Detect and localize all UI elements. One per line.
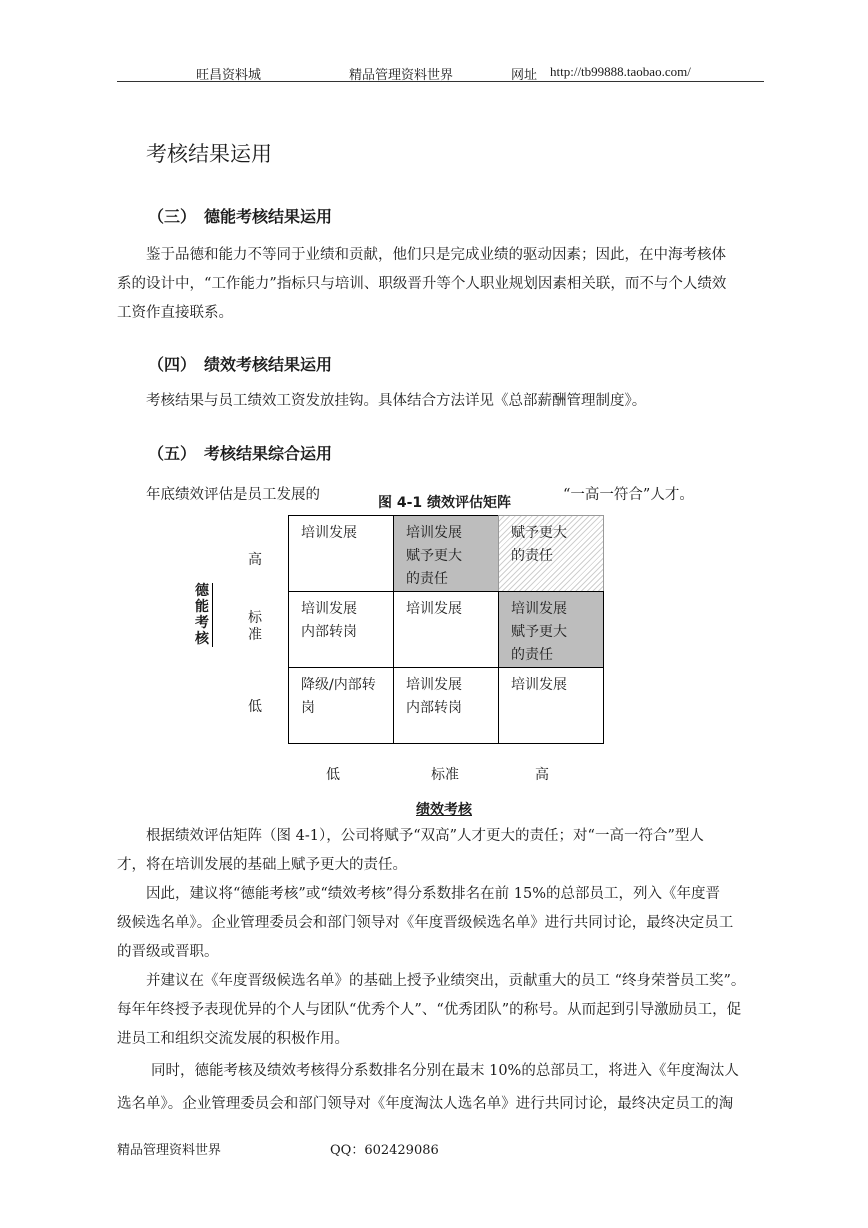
x-label-standard: 标准 <box>431 767 459 783</box>
y-label-standard <box>248 610 264 644</box>
section-3-line-2: 系的设计中，“工作能力”指标只与培训、职级晋升等个人职业规划因素相关联，而不与个人绩效 <box>117 276 727 292</box>
cell-text: 培训发展 <box>301 525 357 541</box>
matrix-cell <box>288 667 394 744</box>
y-label-standard-char: 标 <box>248 610 262 626</box>
cell-text: 培训发展 <box>406 601 462 617</box>
paragraph-line: 每年年终授予表现优异的个人与团队“优秀个人”、“优秀团队”的称号。从而起到引导激励员工，促 <box>117 1002 742 1018</box>
y-axis-title-char: 能 <box>195 599 209 615</box>
paragraph-line: 并建议在《年度晋级候选名单》的基础上授予业绩突出，贡献重大的员工 “终身荣誉员工奖”。 <box>146 973 746 989</box>
footer-qq: QQ：602429086 <box>330 1143 439 1158</box>
cell-text: 赋予更大 <box>406 548 462 564</box>
cell-text: 岗 <box>301 700 315 716</box>
paragraph-line: 进员工和组织交流发展的积极作用。 <box>117 1031 349 1047</box>
cell-text: 培训发展 <box>406 677 462 693</box>
footer-left: 精品管理资料世界 <box>117 1143 222 1158</box>
matrix-cell <box>498 591 604 668</box>
paragraph-1 <box>117 822 767 880</box>
y-label-low: 低 <box>248 699 262 715</box>
cell-text: 降级/内部转 <box>301 677 376 693</box>
y-axis-title-char: 核 <box>195 631 209 647</box>
x-axis-title: 绩效考核 <box>416 802 472 818</box>
x-label-high: 高 <box>535 767 549 783</box>
paragraph-line: 才，将在培训发展的基础上赋予更大的责任。 <box>117 857 407 873</box>
section-5-heading: （五） 考核结果综合运用 <box>148 444 333 463</box>
cell-text: 培训发展 <box>406 525 462 541</box>
y-label-standard-char: 准 <box>248 627 262 643</box>
cell-text: 赋予更大 <box>511 525 567 541</box>
paragraph-2 <box>117 880 767 967</box>
section-3-heading: （三） 德能考核结果运用 <box>148 207 333 226</box>
cell-text: 的责任 <box>511 548 553 564</box>
section-5-intro-left: 年底绩效评估是员工发展的 <box>146 487 320 503</box>
figure-caption: 图 4-1 绩效评估矩阵 <box>378 495 512 511</box>
matrix-cell <box>393 667 499 744</box>
paragraph-line: 因此，建议将“德能考核”或“绩效考核”得分系数排名在前 15%的总部员工，列入《年度晋 <box>146 886 720 902</box>
paragraph-line: 根据绩效评估矩阵（图 4-1），公司将赋予“双高”人才更大的责任；对“一高一符合”型人 <box>146 828 704 844</box>
cell-text: 培训发展 <box>301 601 357 617</box>
cell-text: 内部转岗 <box>406 700 462 716</box>
y-label-high: 高 <box>248 552 262 568</box>
y-axis-title <box>194 583 213 647</box>
header-divider <box>117 81 764 82</box>
y-axis-title-char: 考 <box>195 615 209 631</box>
section-3-line-1: 鉴于品德和能力不等同于业绩和贡献，他们只是完成业绩的驱动因素；因此，在中海考核体 <box>146 247 726 263</box>
cell-text: 的责任 <box>406 571 448 587</box>
section-5-intro-right: “一高一符合”人才。 <box>563 487 694 503</box>
section-4-heading: （四） 绩效考核结果运用 <box>148 355 333 374</box>
header-center: 精品管理资料世界 <box>349 68 454 83</box>
matrix-cell <box>288 515 394 592</box>
header-left: 旺昌资料城 <box>196 68 262 83</box>
paragraph-line: 同时，德能考核及绩效考核得分系数排名分别在最末 10%的总部员工，将进入《年度淘汰人 <box>151 1063 739 1079</box>
page-title: 考核结果运用 <box>146 142 272 166</box>
matrix-cell <box>498 667 604 744</box>
cell-text: 的责任 <box>511 647 553 663</box>
matrix-cell <box>393 591 499 668</box>
y-axis-title-char: 德 <box>195 583 209 599</box>
matrix-cell <box>393 515 499 592</box>
cell-text: 培训发展 <box>511 677 567 693</box>
paragraph-4 <box>117 1055 767 1121</box>
header-url-label: 网址 <box>511 68 538 83</box>
section-3-line-3: 工资作直接联系。 <box>117 305 233 321</box>
header-url-link[interactable]: http://tb99888.taobao.com/ <box>550 64 691 79</box>
paragraph-line: 选名单》。企业管理委员会和部门领导对《年度淘汰人选名单》进行共同讨论，最终决定员工的淘 <box>117 1096 734 1112</box>
cell-text: 内部转岗 <box>301 624 357 640</box>
section-4-body: 考核结果与员工绩效工资发放挂钩。具体结合方法详见《总部薪酬管理制度》。 <box>146 393 647 409</box>
paragraph-line: 级候选名单》。企业管理委员会和部门领导对《年度晋级候选名单》进行共同讨论，最终决定员工 <box>117 915 734 931</box>
cell-text: 赋予更大 <box>511 624 567 640</box>
paragraph-3 <box>117 967 767 1054</box>
paragraph-line: 的晋级或晋职。 <box>117 944 219 960</box>
section-3-body <box>117 241 767 328</box>
cell-text: 培训发展 <box>511 601 567 617</box>
matrix-cell <box>288 591 394 668</box>
x-label-low: 低 <box>326 767 340 783</box>
matrix-cell <box>498 515 604 592</box>
performance-matrix <box>288 515 604 744</box>
